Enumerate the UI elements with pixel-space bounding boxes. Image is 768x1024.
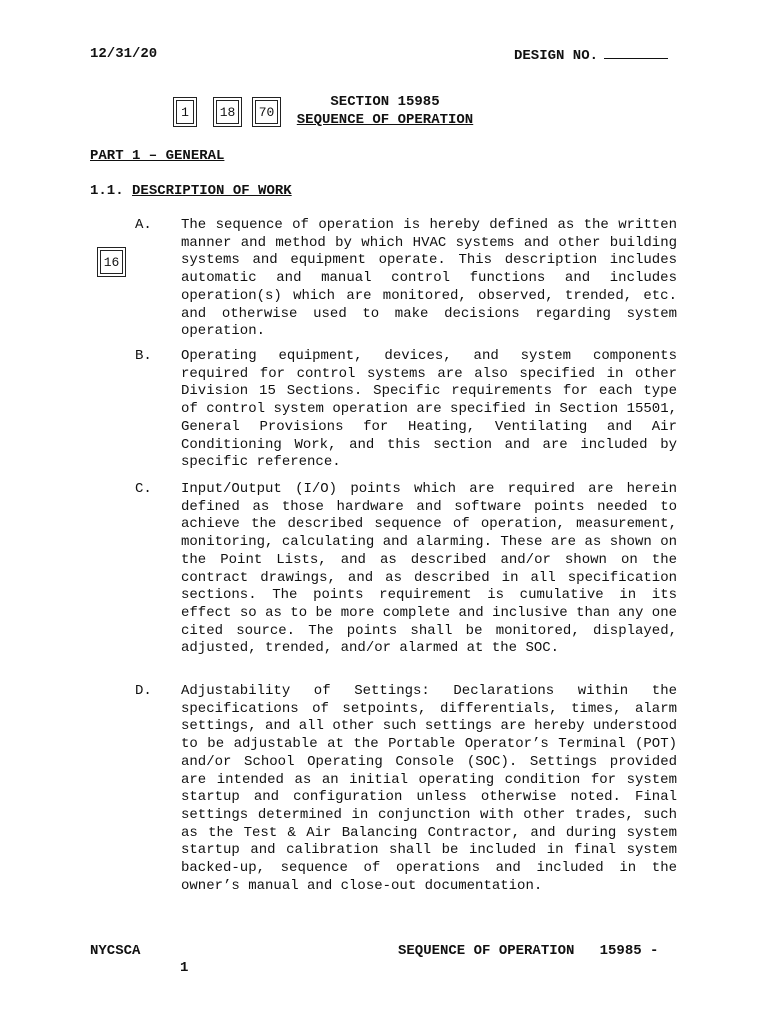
subsection-title: DESCRIPTION OF WORK	[132, 183, 292, 199]
design-number-label: DESIGN NO.	[514, 48, 599, 64]
design-number-blank	[604, 46, 668, 59]
margin-code-box-2	[213, 97, 242, 127]
paragraph-text: Input/Output (I/O) points which are required are herein defined as those hardware and software points needed to achieve the described sequence of operation, measurement, monitoring, calculating and alarming. These are as shown on the Point Lists, and as described and/or shown on the contract drawings, and as described in all specification sections. The points requirement is cumulative in its effect so as to be more complete and inclusive than any one cited source. The points shall be monitored, displayed, adjusted, trended, and/or alarmed at the SOC.	[181, 481, 677, 657]
part-heading: PART 1 – GENERAL	[90, 148, 225, 164]
section-title: SEQUENCE OF OPERATION	[296, 112, 474, 128]
paragraph-text: Adjustability of Settings: Declarations within the specifications of setpoints, differentials, times, alarm settings, and all other such settings are hereby understood to be adjustable at the Portable Operator’s Terminal (POT) and/or School Operating Console (SOC). Settings provided are intended as an initial operating condition for system startup and configuration unless otherwise noted. Final settings determined in conjunction with other trades, such as the Test & Air Balancing Contractor, and during system startup and calibration shall be included in final system backed-up, sequence of operations and included in the owner’s manual and close-out documentation.	[181, 683, 677, 894]
header-date: 12/31/20	[90, 46, 158, 62]
paragraph-text: Operating equipment, devices, and system components required for control systems are also specified in other Division 15 Sections. Specific requirements for each type of control system operation are specified in Section 15501, General Provisions for Heating, Ventilating and Air Conditioning Work, and this section and are included by specific reference.	[181, 348, 677, 471]
margin-code-3: 70	[255, 100, 278, 124]
section-heading	[290, 93, 480, 129]
margin-code-2: 18	[216, 100, 239, 124]
paragraph-letter: A.	[135, 217, 152, 233]
margin-code-box-1	[173, 97, 197, 127]
section-number: SECTION 15985	[330, 94, 440, 110]
margin-code-1: 1	[176, 100, 194, 124]
margin-code-box-3	[252, 97, 281, 127]
design-number-field	[514, 46, 668, 64]
footer-page-number: 1	[180, 960, 189, 976]
side-code-box	[97, 247, 126, 277]
footer-section-title: SEQUENCE OF OPERATION 15985 -	[398, 943, 659, 959]
subsection-heading	[90, 183, 292, 199]
paragraph-letter: D.	[135, 683, 152, 699]
paragraph-letter: C.	[135, 481, 152, 497]
subsection-number: 1.1.	[90, 183, 124, 199]
paragraph-letter: B.	[135, 348, 152, 364]
paragraph-text: The sequence of operation is hereby defined as the written manner and method by which HVAC systems and other building systems and equipment operate. This description includes automatic and manual control functions and includes operation(s) which are monitored, observed, trended, etc. and otherwise used to make decisions regarding system operation.	[181, 217, 677, 340]
footer-org: NYCSCA	[90, 943, 141, 959]
side-code: 16	[100, 250, 123, 274]
